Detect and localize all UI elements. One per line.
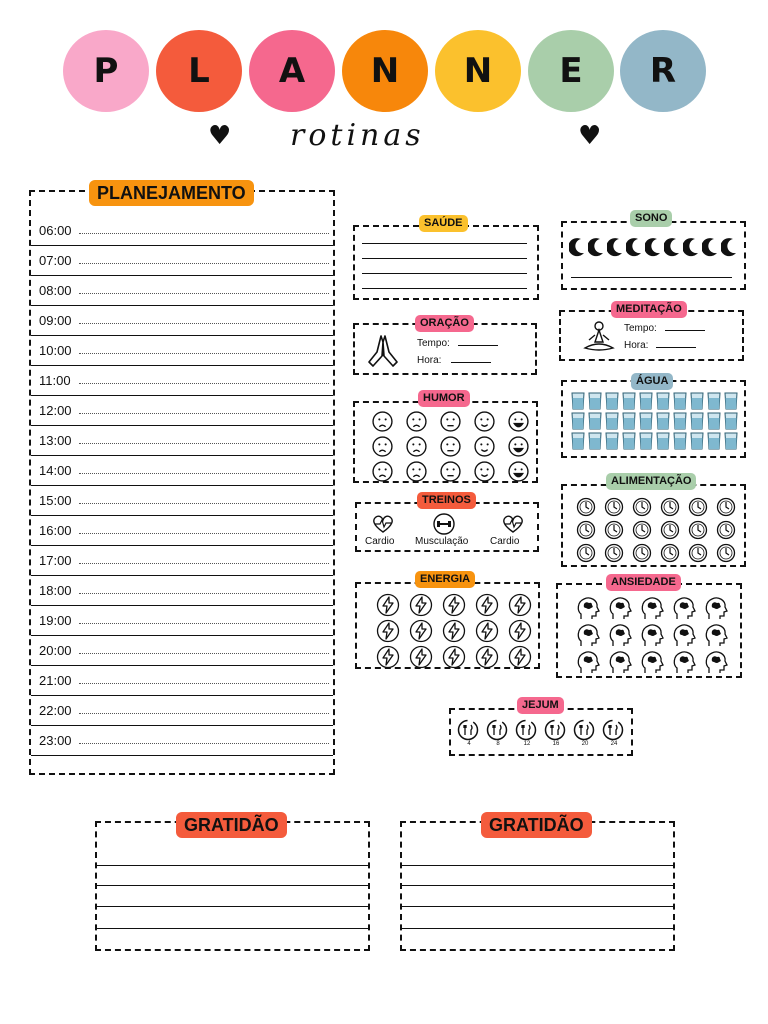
clock-icon[interactable]	[628, 495, 656, 518]
oracao-tempo-field[interactable]	[458, 345, 498, 346]
jejum-box	[449, 708, 633, 756]
moon-icon[interactable]	[569, 237, 586, 257]
lightning-bolt-icon[interactable]	[470, 592, 503, 618]
lightning-bolt-icon[interactable]	[437, 644, 470, 670]
lightning-bolt-icon[interactable]	[371, 592, 404, 618]
time-slot-row[interactable]	[31, 276, 333, 306]
meditacao-hora-field[interactable]	[656, 347, 696, 348]
water-glass-icon[interactable]	[722, 411, 739, 431]
time-label: 16:00	[39, 523, 72, 538]
water-glass-icon[interactable]	[671, 411, 688, 431]
laugh-face-icon[interactable]	[501, 434, 535, 459]
lightning-bolt-icon[interactable]	[503, 618, 536, 644]
clock-icon[interactable]	[600, 541, 628, 564]
dumbbell-icon	[432, 513, 456, 535]
time-slot-row[interactable]	[31, 456, 333, 486]
moon-icon[interactable]	[664, 237, 681, 257]
treino-cardio-2: Cardio	[490, 536, 520, 547]
neutral-face-icon[interactable]	[433, 434, 467, 459]
gratidao-box-left	[95, 821, 370, 951]
lightning-bolt-icon[interactable]	[503, 592, 536, 618]
sad-face-icon[interactable]	[399, 434, 433, 459]
agua-label: ÁGUA	[631, 373, 673, 390]
fasting-timer-icon[interactable]	[486, 719, 510, 748]
moon-icon[interactable]	[683, 237, 700, 257]
ansiedade-heads	[572, 594, 732, 675]
moon-icon[interactable]	[702, 237, 719, 257]
anxious-head-icon[interactable]	[700, 621, 732, 648]
water-glass-icon[interactable]	[722, 391, 739, 411]
gratidao-label-left: GRATIDÃO	[176, 812, 287, 838]
water-glass-icon[interactable]	[671, 431, 688, 451]
alimentacao-label: ALIMENTAÇÃO	[606, 473, 696, 490]
time-label: 14:00	[39, 463, 72, 478]
meditacao-label: MEDITAÇÃO	[611, 301, 687, 318]
water-glass-icon[interactable]	[654, 431, 671, 451]
anxious-head-icon[interactable]	[604, 621, 636, 648]
humor-box	[353, 401, 538, 483]
lightning-bolt-icon[interactable]	[470, 618, 503, 644]
water-glass-icon[interactable]	[603, 391, 620, 411]
clock-icon[interactable]	[600, 495, 628, 518]
treino-musculacao: Musculação	[415, 536, 469, 547]
clock-icon[interactable]	[712, 518, 740, 541]
clock-icon[interactable]	[628, 541, 656, 564]
anxious-head-icon[interactable]	[604, 594, 636, 621]
treino-cardio-1: Cardio	[365, 536, 395, 547]
gratidao-box-right	[400, 821, 675, 951]
smile-face-icon[interactable]	[467, 409, 501, 434]
clock-icon[interactable]	[572, 495, 600, 518]
smile-face-icon[interactable]	[467, 459, 501, 484]
moon-icon[interactable]	[588, 237, 605, 257]
energia-label: ENERGIA	[415, 571, 475, 588]
time-slot-row[interactable]	[31, 396, 333, 426]
fasting-timer-icon[interactable]	[457, 719, 481, 748]
time-label: 10:00	[39, 343, 72, 358]
time-label: 20:00	[39, 643, 72, 658]
time-label: 21:00	[39, 673, 72, 688]
fasting-hour-label: 24	[610, 741, 618, 747]
water-glass-icon[interactable]	[688, 391, 705, 411]
clock-icon[interactable]	[684, 495, 712, 518]
meditacao-tempo-label: Tempo:	[624, 323, 657, 334]
water-glass-icon[interactable]	[620, 391, 637, 411]
jejum-label: JEJUM	[517, 697, 564, 714]
jejum-timers	[457, 719, 626, 748]
heart-icon-left: ♥	[208, 121, 232, 151]
time-slot-row[interactable]	[31, 606, 333, 636]
oracao-tempo-label: Tempo:	[417, 338, 450, 349]
sad-face-icon[interactable]	[399, 459, 433, 484]
water-glass-icon[interactable]	[586, 391, 603, 411]
water-glass-icon[interactable]	[688, 431, 705, 451]
anxious-head-icon[interactable]	[668, 648, 700, 675]
water-glass-icon[interactable]	[654, 391, 671, 411]
clock-icon[interactable]	[712, 495, 740, 518]
clock-icon[interactable]	[684, 518, 712, 541]
lightning-bolt-icon[interactable]	[437, 592, 470, 618]
anxious-head-icon[interactable]	[700, 594, 732, 621]
clock-icon[interactable]	[572, 518, 600, 541]
lightning-bolt-icon[interactable]	[470, 644, 503, 670]
anxious-head-icon[interactable]	[604, 648, 636, 675]
gratidao-label-right: GRATIDÃO	[481, 812, 592, 838]
moon-icon[interactable]	[626, 237, 643, 257]
praying-hands-icon	[363, 332, 403, 370]
title-letter-circle: N	[342, 30, 428, 112]
fasting-timer-icon[interactable]	[544, 719, 568, 748]
time-label: 23:00	[39, 733, 72, 748]
time-slot-row[interactable]	[31, 336, 333, 366]
anxious-head-icon[interactable]	[572, 648, 604, 675]
subtitle: rotinas	[290, 118, 425, 153]
laugh-face-icon[interactable]	[501, 409, 535, 434]
time-label: 08:00	[39, 283, 72, 298]
neutral-face-icon[interactable]	[433, 459, 467, 484]
humor-label: HUMOR	[418, 390, 470, 407]
smile-face-icon[interactable]	[467, 434, 501, 459]
lightning-bolt-icon[interactable]	[371, 644, 404, 670]
water-glass-icon[interactable]	[569, 431, 586, 451]
sono-box	[561, 221, 746, 290]
clock-icon[interactable]	[684, 541, 712, 564]
time-slot-row[interactable]	[31, 246, 333, 276]
water-glass-icon[interactable]	[654, 411, 671, 431]
neutral-face-icon[interactable]	[433, 409, 467, 434]
laugh-face-icon[interactable]	[501, 459, 535, 484]
fasting-hour-label: 4	[467, 741, 471, 747]
oracao-hora-label: Hora:	[417, 355, 442, 366]
water-glass-icon[interactable]	[586, 411, 603, 431]
time-label: 22:00	[39, 703, 72, 718]
energia-box	[355, 582, 540, 669]
time-slot-row[interactable]	[31, 636, 333, 666]
water-glass-icon[interactable]	[620, 431, 637, 451]
fasting-timer-icon[interactable]	[602, 719, 626, 748]
anxious-head-icon[interactable]	[572, 621, 604, 648]
clock-icon[interactable]	[656, 495, 684, 518]
title-letter-circle: A	[249, 30, 335, 112]
anxious-head-icon[interactable]	[636, 594, 668, 621]
water-glass-icon[interactable]	[688, 411, 705, 431]
anxious-head-icon[interactable]	[572, 594, 604, 621]
oracao-hora-field[interactable]	[451, 362, 491, 363]
water-glass-icon[interactable]	[637, 391, 654, 411]
heart-rate-icon-2	[501, 514, 525, 534]
ansiedade-box	[556, 583, 742, 678]
agua-cups	[569, 391, 739, 451]
humor-faces	[365, 409, 535, 484]
time-label: 12:00	[39, 403, 72, 418]
lightning-bolt-icon[interactable]	[371, 618, 404, 644]
angry-face-icon[interactable]	[365, 459, 399, 484]
treinos-label: TREINOS	[417, 492, 476, 509]
title-letter-circle: R	[620, 30, 706, 112]
time-slot-row[interactable]	[31, 216, 333, 246]
clock-icon[interactable]	[712, 541, 740, 564]
anxious-head-icon[interactable]	[668, 621, 700, 648]
moon-icon[interactable]	[645, 237, 662, 257]
water-glass-icon[interactable]	[620, 411, 637, 431]
time-slot-row[interactable]	[31, 366, 333, 396]
title-letter-circle: E	[528, 30, 614, 112]
agua-box	[561, 380, 746, 458]
water-glass-icon[interactable]	[705, 391, 722, 411]
clock-icon[interactable]	[600, 518, 628, 541]
heart-icon-right: ♥	[578, 121, 602, 151]
time-label: 06:00	[39, 223, 72, 238]
water-glass-icon[interactable]	[637, 411, 654, 431]
clock-icon[interactable]	[656, 541, 684, 564]
time-slot-row[interactable]	[31, 666, 333, 696]
water-glass-icon[interactable]	[586, 431, 603, 451]
sad-face-icon[interactable]	[399, 409, 433, 434]
time-slot-row[interactable]	[31, 516, 333, 546]
meditation-icon	[583, 320, 615, 354]
anxious-head-icon[interactable]	[636, 621, 668, 648]
alimentacao-clocks	[572, 495, 740, 564]
water-glass-icon[interactable]	[705, 431, 722, 451]
meditacao-tempo-field[interactable]	[665, 330, 705, 331]
fasting-hour-label: 20	[581, 741, 589, 747]
time-label: 11:00	[39, 373, 71, 388]
alimentacao-box	[561, 484, 746, 567]
water-glass-icon[interactable]	[603, 431, 620, 451]
fasting-hour-label: 12	[523, 741, 531, 747]
time-label: 09:00	[39, 313, 72, 328]
title-letter-circle: L	[156, 30, 242, 112]
fasting-hour-label: 8	[496, 741, 500, 747]
water-glass-icon[interactable]	[671, 391, 688, 411]
anxious-head-icon[interactable]	[668, 594, 700, 621]
time-slot-row[interactable]	[31, 486, 333, 516]
title-letter-circle: N	[435, 30, 521, 112]
clock-icon[interactable]	[656, 518, 684, 541]
moon-icon[interactable]	[721, 237, 738, 257]
clock-icon[interactable]	[572, 541, 600, 564]
planejamento-box	[29, 190, 335, 775]
ansiedade-label: ANSIEDADE	[606, 574, 681, 591]
water-glass-icon[interactable]	[705, 411, 722, 431]
meditacao-hora-label: Hora:	[624, 340, 649, 351]
lightning-bolt-icon[interactable]	[503, 644, 536, 670]
time-slot-row[interactable]	[31, 696, 333, 726]
heart-rate-icon	[371, 514, 395, 534]
energia-bolts	[371, 592, 536, 670]
time-slot-row[interactable]	[31, 576, 333, 606]
title-letter-circle: P	[63, 30, 149, 112]
lightning-bolt-icon[interactable]	[404, 618, 437, 644]
time-slot-row[interactable]	[31, 306, 333, 336]
angry-face-icon[interactable]	[365, 409, 399, 434]
lightning-bolt-icon[interactable]	[404, 592, 437, 618]
planejamento-label: PLANEJAMENTO	[89, 180, 254, 206]
anxious-head-icon[interactable]	[700, 648, 732, 675]
water-glass-icon[interactable]	[569, 411, 586, 431]
water-glass-icon[interactable]	[637, 431, 654, 451]
time-label: 15:00	[39, 493, 72, 508]
time-label: 18:00	[39, 583, 72, 598]
sono-moons	[569, 237, 738, 257]
lightning-bolt-icon[interactable]	[404, 644, 437, 670]
fasting-timer-icon[interactable]	[515, 719, 539, 748]
fasting-timer-icon[interactable]	[573, 719, 597, 748]
time-slot-row[interactable]	[31, 726, 333, 756]
time-label: 07:00	[39, 253, 72, 268]
clock-icon[interactable]	[628, 518, 656, 541]
water-glass-icon[interactable]	[722, 431, 739, 451]
time-slot-row[interactable]	[31, 426, 333, 456]
time-label: 19:00	[39, 613, 72, 628]
time-slot-row[interactable]	[31, 546, 333, 576]
moon-icon[interactable]	[607, 237, 624, 257]
oracao-label: ORAÇÃO	[415, 315, 474, 332]
fasting-hour-label: 16	[552, 741, 560, 747]
sono-label: SONO	[630, 210, 672, 227]
angry-face-icon[interactable]	[365, 434, 399, 459]
treinos-box	[355, 502, 539, 552]
saude-box	[353, 225, 539, 300]
anxious-head-icon[interactable]	[636, 648, 668, 675]
lightning-bolt-icon[interactable]	[437, 618, 470, 644]
saude-label: SAÚDE	[419, 215, 468, 232]
water-glass-icon[interactable]	[603, 411, 620, 431]
water-glass-icon[interactable]	[569, 391, 586, 411]
time-label: 13:00	[39, 433, 72, 448]
time-label: 17:00	[39, 553, 72, 568]
